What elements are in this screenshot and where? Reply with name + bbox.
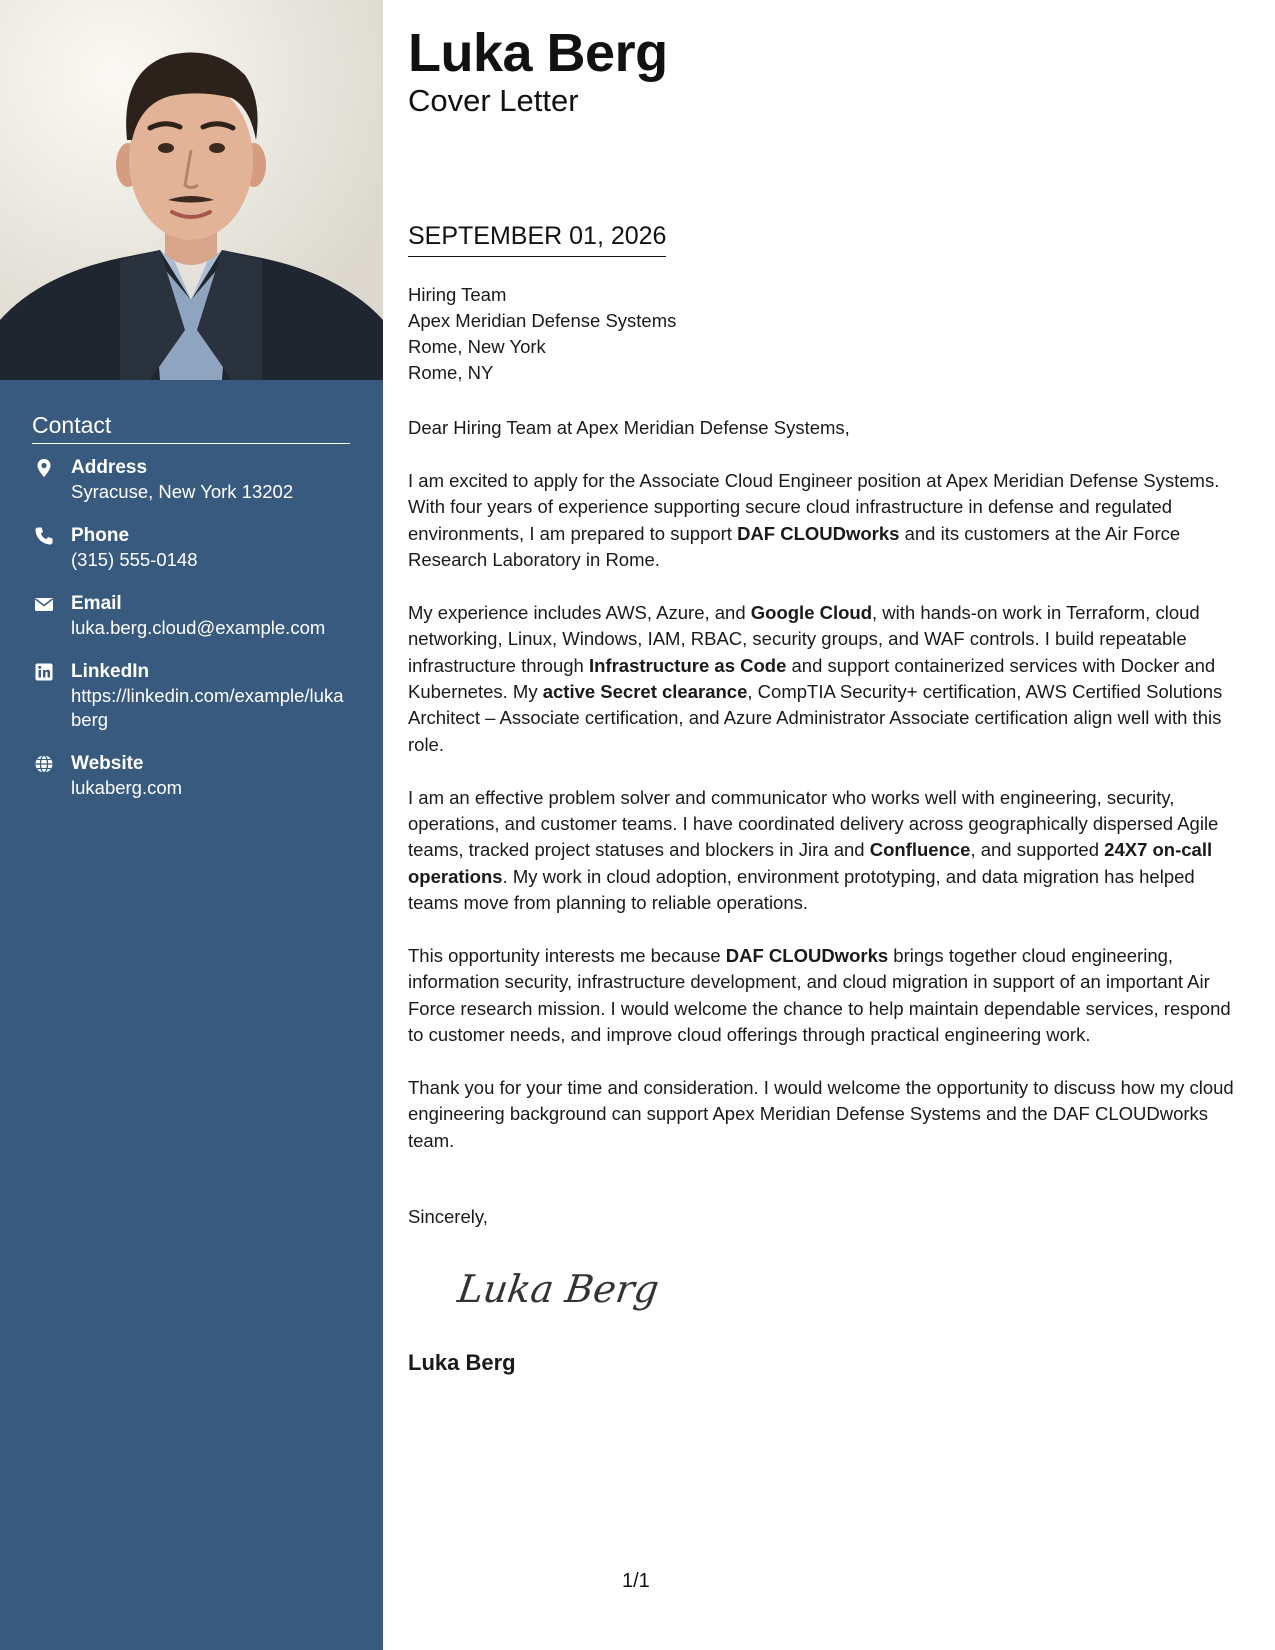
text-run: This opportunity interests me because (408, 945, 726, 967)
linkedin-icon (34, 662, 54, 682)
contact-item-phone (32, 524, 352, 572)
globe-icon (34, 754, 54, 774)
recipient-block (408, 282, 676, 386)
applicant-name: Luka Berg (408, 23, 668, 83)
contact-label: Email (71, 593, 122, 614)
profile-photo (0, 0, 383, 380)
recipient-line: Apex Meridian Defense Systems (408, 310, 677, 331)
text-run: , with hands-on work in Terraform, cloud networking, Linux, Windows, IAM, RBAC, security groups, and WAF controls. I build repeatable infrastructure through (408, 601, 1200, 676)
bold-text: DAF CLOUDworks (737, 522, 900, 544)
phone-value: (315) 555-0148 (71, 549, 198, 570)
contact-label: Phone (71, 525, 130, 546)
bold-text: Infrastructure as Code (588, 654, 787, 676)
document-subtitle: Cover Letter (408, 83, 579, 118)
sidebar (0, 0, 383, 1650)
handwritten-signature (454, 1262, 674, 1322)
text-run: I am excited to apply for the Associate Cloud Engineer position at Apex Meridian Defense Systems. With four years of experience supporting secure cloud infrastructure in defense and regulated environments, I am prepared to support (408, 469, 1220, 544)
paragraph (408, 600, 1246, 758)
contact-label: Website (71, 753, 144, 774)
text-run: , CompTIA Security+ certification, AWS Certified Solutions Architect – Associate certification, and Azure Administrator Associate certification align well with this role. (408, 681, 1223, 755)
bold-text: DAF CLOUDworks (725, 945, 889, 967)
bold-text: 24X7 on-call operations (408, 839, 1213, 887)
page-number: 1/1 (622, 1570, 650, 1592)
contact-list (32, 456, 352, 820)
signature-image (454, 1262, 674, 1327)
text-run: and its customers at the Air Force Research Laboratory in Rome. (408, 522, 1181, 571)
contact-item-linkedin (32, 660, 352, 732)
paragraph (408, 943, 1246, 1049)
envelope-icon (34, 594, 54, 614)
contact-label: LinkedIn (71, 661, 150, 682)
recipient-line: Rome, New York (408, 336, 546, 357)
linkedin-link[interactable]: https://linkedin.com/example/lukaberg (71, 685, 344, 730)
letter-date: SEPTEMBER 01, 2026 (408, 222, 666, 257)
paragraph (408, 468, 1246, 574)
contact-item-website (32, 752, 352, 800)
letter-body (408, 415, 1246, 1181)
bold-text: active Secret clearance (542, 681, 748, 703)
phone-icon (34, 526, 54, 546)
map-pin-icon (34, 458, 54, 478)
text-run: I am an effective problem solver and communicator who works well with engineering, security, operations, and customer teams. I have coordinated delivery across geographically dispersed Agile teams, tracked project statuses and blockers in Jira and (408, 786, 1219, 861)
text-run: My experience includes AWS, Azure, and (408, 601, 751, 623)
closing: Sincerely, (408, 1206, 488, 1227)
text-run: brings together cloud engineering, information security, infrastructure development, and cloud migration in support of an important Air Force research mission. I would welcome the chance to help maintain dependable services, respond to customer needs, and improve cloud offerings through practical engineering work. (408, 945, 1231, 1046)
contact-label: Address (71, 457, 148, 478)
text-run: , and supported (970, 839, 1105, 861)
website-link[interactable]: lukaberg.com (71, 777, 183, 798)
portrait-illustration (0, 0, 383, 380)
svg-text:Luka Berg: Luka Berg (454, 1268, 662, 1312)
bold-text: Google Cloud (750, 601, 873, 623)
address-value: Syracuse, New York 13202 (71, 481, 294, 502)
salutation: Dear Hiring Team at Apex Meridian Defense Systems, (408, 417, 850, 438)
bold-text: Confluence (869, 839, 971, 861)
text-run: . My work in cloud adoption, environment prototyping, and data migration has helped teams move from planning to reliable operations. (408, 865, 1195, 914)
contact-heading: Contact (32, 412, 350, 444)
contact-item-address (32, 456, 352, 504)
contact-item-email (32, 592, 352, 640)
signer-name: Luka Berg (408, 1350, 516, 1375)
paragraph (408, 1075, 1246, 1154)
text-run: Thank you for your time and consideration. I would welcome the opportunity to discuss how my cloud engineering background can support Apex Meridian Defense Systems and the DAF CLOUDworks team. (408, 1077, 1234, 1151)
recipient-line: Rome, NY (408, 362, 494, 383)
paragraph (408, 785, 1246, 917)
text-run: and support containerized services with Docker and Kubernetes. My (408, 654, 1216, 703)
email-link[interactable]: luka.berg.cloud@example.com (71, 617, 326, 638)
recipient-line: Hiring Team (408, 284, 507, 305)
